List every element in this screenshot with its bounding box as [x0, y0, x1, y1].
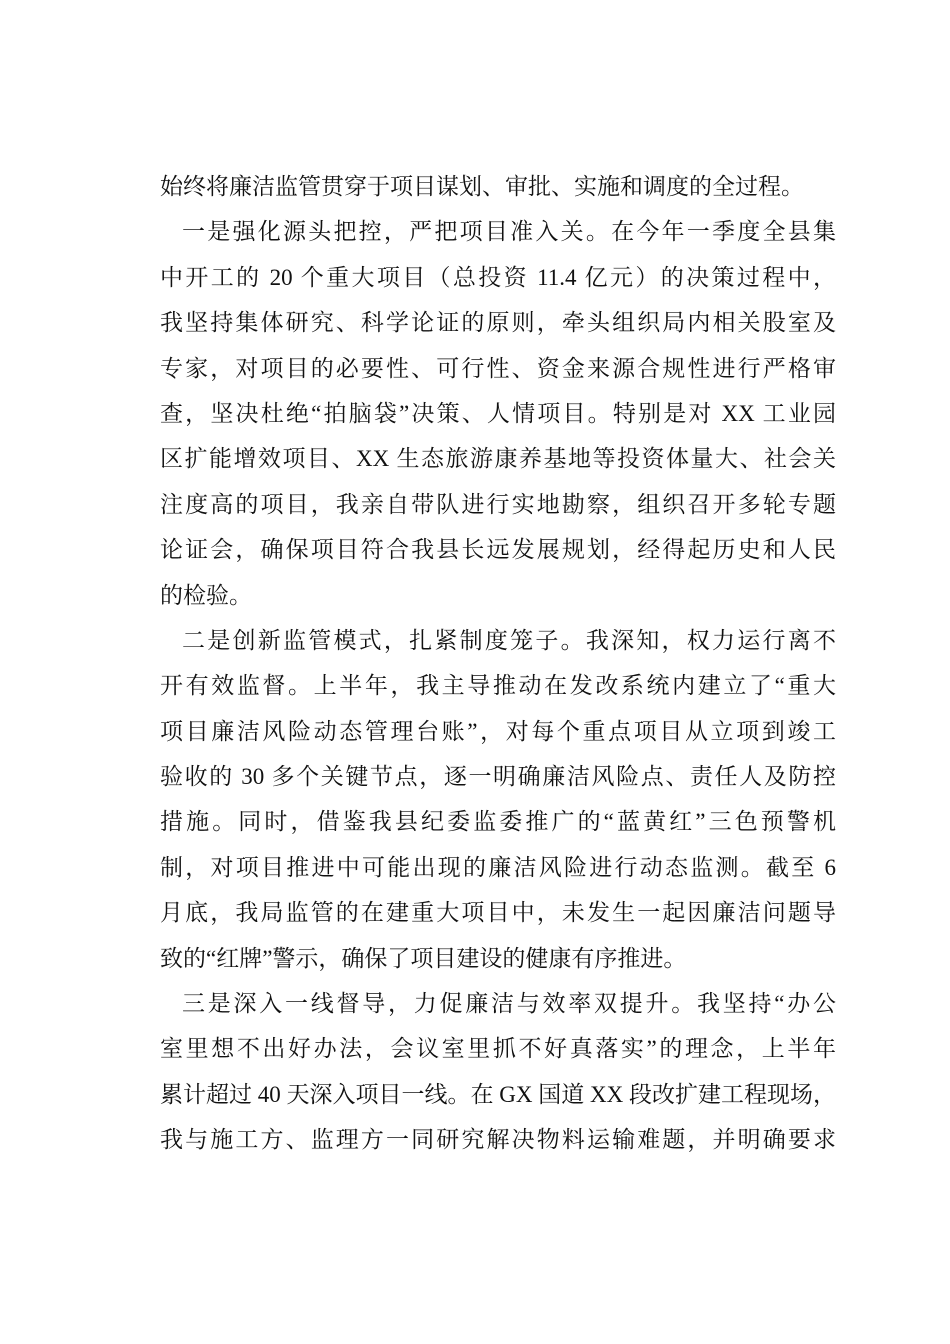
text-line: 制，对项目推进中可能出现的廉洁风险进行动态监测。截至 6 [160, 854, 836, 880]
text-line: 验收的 30 多个关键节点，逐一明确廉洁风险点、责任人及防控 [160, 764, 836, 790]
text-line: 查，坚决杜绝“拍脑袋”决策、人情项目。特别是对 XX 工业园 [160, 400, 836, 426]
text-line: 室里想不出好办法，会议室里抓不好真落实”的理念，上半年 [160, 1036, 836, 1062]
text-line: 三是深入一线督导，力促廉洁与效率双提升。我坚持“办公 [182, 991, 836, 1017]
paragraph [160, 209, 836, 618]
text-line: 注度高的项目，我亲自带队进行实地勘察，组织召开多轮专题 [160, 491, 836, 517]
document-body [160, 164, 836, 1163]
paragraph [160, 164, 836, 209]
text-line: 累计超过 40 天深入项目一线。在 GX 国道 XX 段改扩建工程现场， [160, 1081, 836, 1107]
paragraph [160, 618, 836, 981]
text-line: 我坚持集体研究、科学论证的原则，牵头组织局内相关股室及 [160, 310, 836, 336]
text-line: 区扩能增效项目、XX 生态旅游康养基地等投资体量大、社会关 [160, 446, 836, 472]
text-line: 中开工的 20 个重大项目（总投资 11.4 亿元）的决策过程中， [160, 264, 836, 290]
paragraph [160, 981, 836, 1163]
text-line: 我与施工方、监理方一同研究解决物料运输难题，并明确要求 [160, 1127, 836, 1153]
text-line: 项目廉洁风险动态管理台账”，对每个重点项目从立项到竣工 [160, 718, 836, 744]
text-line: 开有效监督。上半年，我主导推动在发改系统内建立了“重大 [160, 673, 836, 699]
text-line: 致的“红牌”警示，确保了项目建设的健康有序推进。 [160, 945, 687, 971]
text-line: 措施。同时，借鉴我县纪委监委推广的“蓝黄红”三色预警机 [160, 809, 836, 835]
text-line: 始终将廉洁监管贯穿于项目谋划、审批、实施和调度的全过程。 [160, 174, 804, 199]
text-line: 二是创新监管模式，扎紧制度笼子。我深知，权力运行离不 [182, 627, 836, 653]
text-line: 的检验。 [160, 582, 252, 608]
text-line: 论证会，确保项目符合我县长远发展规划，经得起历史和人民 [160, 537, 836, 563]
text-line: 专家，对项目的必要性、可行性、资金来源合规性进行严格审 [160, 355, 836, 381]
text-line: 月底，我局监管的在建重大项目中，未发生一起因廉洁问题导 [160, 900, 836, 926]
text-line: 一是强化源头把控，严把项目准入关。在今年一季度全县集 [182, 219, 836, 245]
